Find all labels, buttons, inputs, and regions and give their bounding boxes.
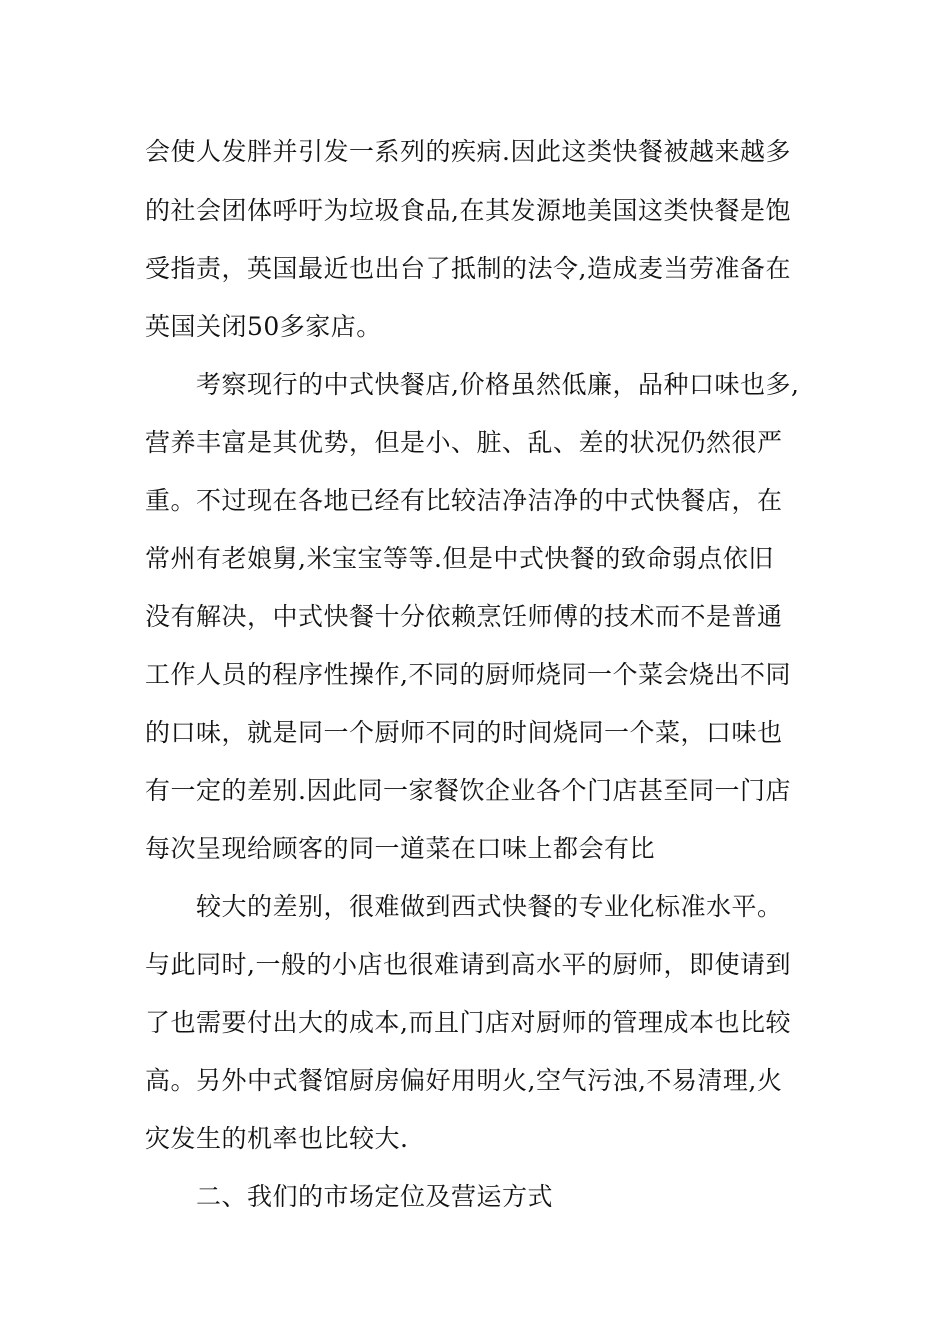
- paragraph-1-line-3: 受指责，英国最近也出台了抵制的法令,造成麦当劳准备在: [145, 254, 791, 283]
- paragraph-2-line-7: 的口味，就是同一个厨师不同的时间烧同一个菜，口味也: [145, 718, 783, 747]
- paragraph-3-line-1: 较大的差别，很难做到西式快餐的专业化标准水平。: [196, 892, 783, 921]
- paragraph-2-line-5: 没有解决，中式快餐十分依赖烹饪师傅的技术而不是普通: [145, 602, 783, 631]
- paragraph-1-line-4: 英国关闭50多家店。: [145, 312, 382, 341]
- paragraph-3-line-3: 了也需要付出大的成本,而且门店对厨师的管理成本也比较: [145, 1008, 791, 1037]
- paragraph-2-line-2: 营养丰富是其优势，但是小、脏、乱、差的状况仍然很严: [145, 428, 783, 457]
- paragraph-1-line-1: 会使人发胖并引发一系列的疾病.因此这类快餐被越来越多: [145, 137, 791, 166]
- paragraph-2-line-3: 重。不过现在各地已经有比较洁净洁净的中式快餐店，在: [145, 486, 783, 515]
- paragraph-3-line-4: 高。另外中式餐馆厨房偏好用明火,空气污浊,不易清理,火: [145, 1066, 783, 1095]
- paragraph-2-line-1: 考察现行的中式快餐店,价格虽然低廉，品种口味也多,: [196, 370, 800, 399]
- paragraph-3-line-2: 与此同时,一般的小店也很难请到高水平的厨师，即使请到: [145, 950, 791, 979]
- paragraph-2-line-6: 工作人员的程序性操作,不同的厨师烧同一个菜会烧出不同: [145, 660, 791, 689]
- paragraph-2-line-9: 每次呈现给顾客的同一道菜在口味上都会有比: [145, 834, 656, 863]
- paragraph-2-line-8: 有一定的差别.因此同一家餐饮企业各个门店甚至同一门店: [145, 776, 791, 805]
- paragraph-2-line-4: 常州有老娘舅,米宝宝等等.但是中式快餐的致命弱点依旧: [145, 544, 774, 573]
- paragraph-1-line-2: 的社会团体呼吁为垃圾食品,在其发源地美国这类快餐是饱: [145, 196, 791, 225]
- paragraph-3-line-5: 灾发生的机率也比较大.: [145, 1124, 409, 1153]
- section-heading: 二、我们的市场定位及营运方式: [196, 1182, 554, 1211]
